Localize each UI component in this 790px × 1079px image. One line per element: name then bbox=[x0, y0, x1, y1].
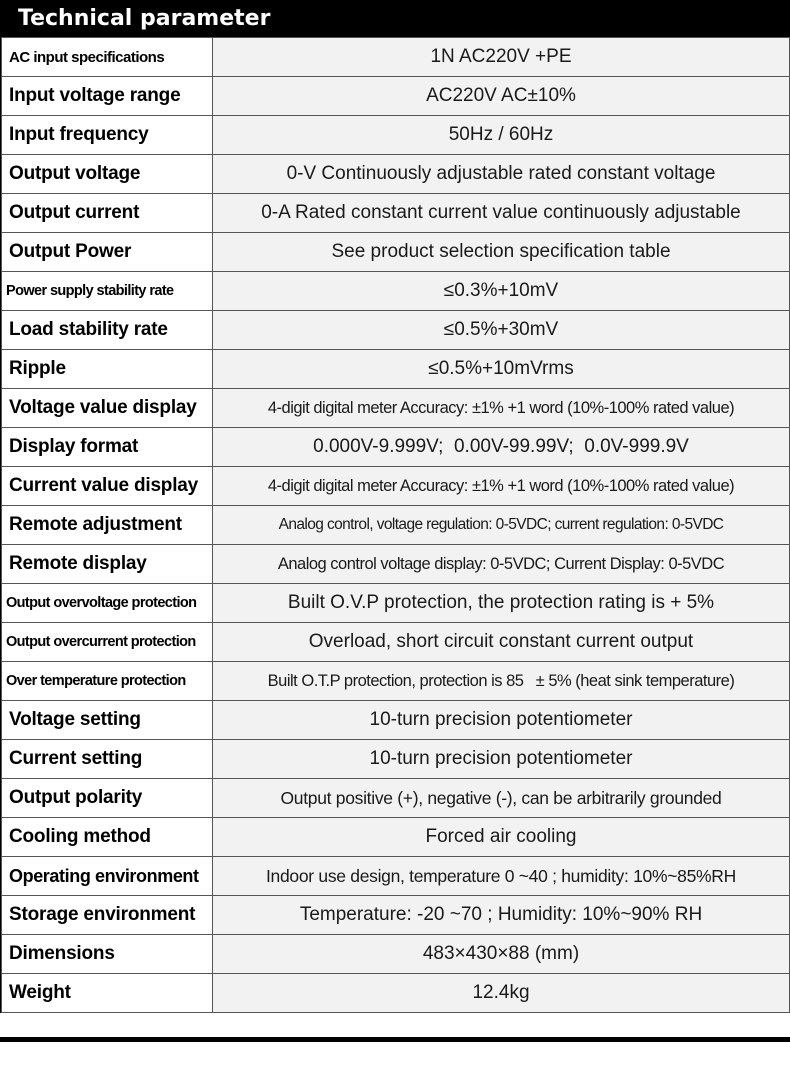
row-value: ≤0.5%+10mVrms bbox=[213, 350, 790, 389]
table-row bbox=[2, 506, 790, 545]
row-label: Output overvoltage protection bbox=[2, 584, 213, 623]
table-row bbox=[2, 896, 790, 935]
table-row bbox=[2, 155, 790, 194]
row-label: Weight bbox=[2, 974, 213, 1013]
table-row bbox=[2, 545, 790, 584]
row-value: AC220V AC±10% bbox=[213, 77, 790, 116]
row-label: Current setting bbox=[2, 740, 213, 779]
row-value: See product selection specification table bbox=[213, 233, 790, 272]
row-value: Forced air cooling bbox=[213, 818, 790, 857]
row-label: Output Power bbox=[2, 233, 213, 272]
table-row bbox=[2, 116, 790, 155]
table-row bbox=[2, 428, 790, 467]
table-row bbox=[2, 350, 790, 389]
table-row bbox=[2, 935, 790, 974]
row-value: Indoor use design, temperature 0 ~40 ; humidity: 10%~85%RH bbox=[213, 857, 790, 896]
row-value: ≤0.3%+10mV bbox=[213, 272, 790, 311]
row-value: Temperature: -20 ~70 ; Humidity: 10%~90% RH bbox=[213, 896, 790, 935]
table-row bbox=[2, 311, 790, 350]
row-value: 4-digit digital meter Accuracy: ±1% +1 word (10%-100% rated value) bbox=[213, 467, 790, 506]
row-value: 0.000V-9.999V; 0.00V-99.99V; 0.0V-999.9V bbox=[213, 428, 790, 467]
row-label: Load stability rate bbox=[2, 311, 213, 350]
row-value: Built O.V.P protection, the protection rating is + 5% bbox=[213, 584, 790, 623]
row-value: 0-V Continuously adjustable rated constant voltage bbox=[213, 155, 790, 194]
table-row bbox=[2, 584, 790, 623]
row-label: Voltage setting bbox=[2, 701, 213, 740]
row-label: Storage environment bbox=[2, 896, 213, 935]
row-value: Analog control, voltage regulation: 0-5VDC; current regulation: 0-5VDC bbox=[213, 506, 790, 545]
row-label: Output voltage bbox=[2, 155, 213, 194]
table-row bbox=[2, 818, 790, 857]
row-label: Dimensions bbox=[2, 935, 213, 974]
row-value: 10-turn precision potentiometer bbox=[213, 701, 790, 740]
table-row bbox=[2, 77, 790, 116]
row-value: Output positive (+), negative (-), can be arbitrarily grounded bbox=[213, 779, 790, 818]
row-value: ≤0.5%+30mV bbox=[213, 311, 790, 350]
row-value: 483×430×88 (mm) bbox=[213, 935, 790, 974]
row-label: Voltage value display bbox=[2, 389, 213, 428]
row-label: Output current bbox=[2, 194, 213, 233]
page-title: Technical parameter bbox=[0, 0, 790, 37]
row-value: Overload, short circuit constant current output bbox=[213, 623, 790, 662]
row-label: Ripple bbox=[2, 350, 213, 389]
table-row bbox=[2, 779, 790, 818]
row-label: Remote display bbox=[2, 545, 213, 584]
table-row bbox=[2, 974, 790, 1013]
row-value: 0-A Rated constant current value continuously adjustable bbox=[213, 194, 790, 233]
row-value: Analog control voltage display: 0-5VDC; Current Display: 0-5VDC bbox=[213, 545, 790, 584]
bottom-border bbox=[0, 1037, 790, 1042]
row-label: Output overcurrent protection bbox=[2, 623, 213, 662]
table-row bbox=[2, 38, 790, 77]
row-value: Built O.T.P protection, protection is 85 ± 5% (heat sink temperature) bbox=[213, 662, 790, 701]
table-row bbox=[2, 233, 790, 272]
row-value: 1N AC220V +PE bbox=[213, 38, 790, 77]
row-label: Power supply stability rate bbox=[2, 272, 213, 311]
table-row bbox=[2, 194, 790, 233]
parameter-table bbox=[1, 37, 790, 1013]
table-row bbox=[2, 272, 790, 311]
row-label: Output polarity bbox=[2, 779, 213, 818]
row-label: Input frequency bbox=[2, 116, 213, 155]
row-label: Over temperature protection bbox=[2, 662, 213, 701]
table-row bbox=[2, 857, 790, 896]
row-value: 10-turn precision potentiometer bbox=[213, 740, 790, 779]
row-label: Operating environment bbox=[2, 857, 213, 896]
table-row bbox=[2, 662, 790, 701]
row-label: AC input specifications bbox=[2, 38, 213, 77]
row-label: Current value display bbox=[2, 467, 213, 506]
table-row bbox=[2, 701, 790, 740]
row-label: Input voltage range bbox=[2, 77, 213, 116]
table-row bbox=[2, 623, 790, 662]
row-label: Cooling method bbox=[2, 818, 213, 857]
table-row bbox=[2, 467, 790, 506]
row-value: 4-digit digital meter Accuracy: ±1% +1 word (10%-100% rated value) bbox=[213, 389, 790, 428]
table-row bbox=[2, 389, 790, 428]
table-row bbox=[2, 740, 790, 779]
row-label: Display format bbox=[2, 428, 213, 467]
row-label: Remote adjustment bbox=[2, 506, 213, 545]
row-value: 50Hz / 60Hz bbox=[213, 116, 790, 155]
parameter-table-container bbox=[0, 37, 790, 1013]
row-value: 12.4kg bbox=[213, 974, 790, 1013]
